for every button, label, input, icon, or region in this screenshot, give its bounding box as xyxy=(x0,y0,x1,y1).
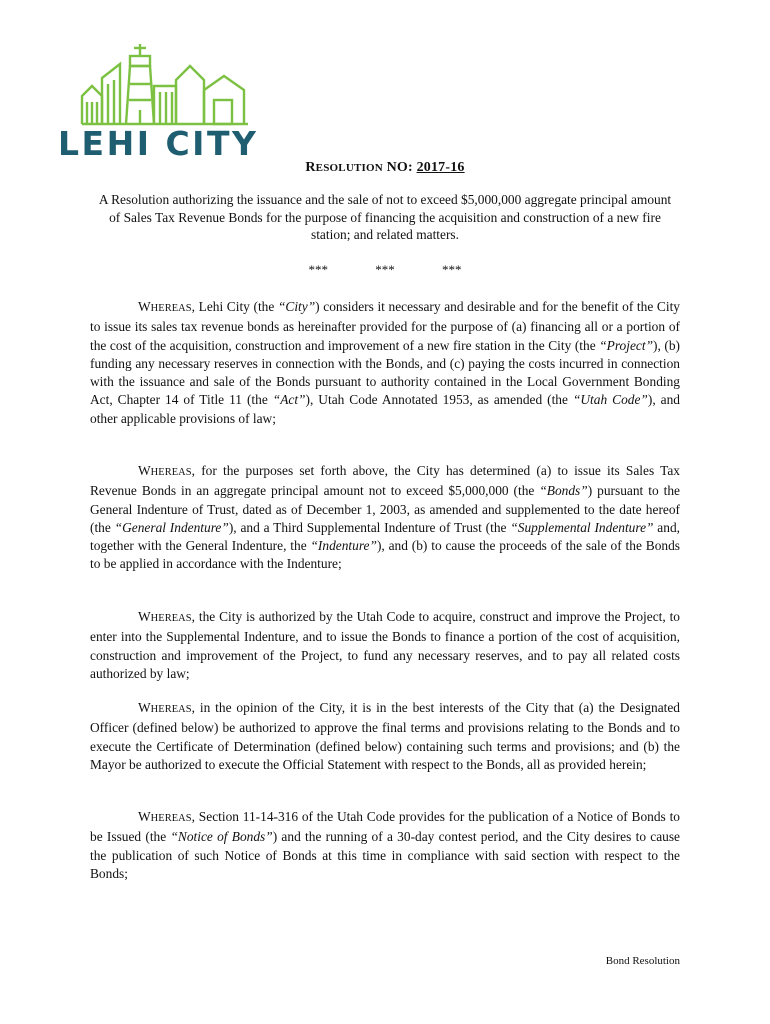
resolution-number: 2017-16 xyxy=(416,160,465,175)
resolution-heading xyxy=(0,160,770,176)
whereas-paragraph-5: WHEREAS, Section 11-14-316 of the Utah Code provides for the publication of a Notice of Bonds to be Issued (the “Notice of Bonds”) and the running of a 30-day contest period, and the City desires to cause the publication of such Notice of Bonds at this time in compliance with said section with respect to the Bonds; xyxy=(90,809,681,881)
whereas-paragraph-4: WHEREAS, in the opinion of the City, it is in the best interests of the City that (a) the Designated Officer (defined below) be authorized to approve the final terms and provisions relating to the Bonds and to execute the Certificate of Determination (defined below) containing such terms and provisions; and (b) the Mayor be authorized to execute the Official Statement with respect to the Bonds, all as provided herein; xyxy=(90,700,680,772)
whereas-paragraph-3: WHEREAS, the City is authorized by the Utah Code to acquire, construct and improve the Project, to enter into the Supplemental Indenture, and to issue the Bonds to finance a portion of the cost of acquisition, construction and improvement of the Project, to fund any necessary reserves, and to pay all related costs authorized by law; xyxy=(90,609,680,681)
heading-no-label: NO: xyxy=(386,160,413,175)
whereas-paragraph-2: WHEREAS, for the purposes set forth above, the City has determined (a) to issue its Sales Tax Revenue Bonds in an aggregate principal amount not to exceed $5,000,000 (the “Bonds”) pursuant to the General Indenture of Trust, dated as of December 1, 2003, as amended and supplemented to the date hereof (the “General Indenture”), and a Third Supplemental Indenture of Trust (the “Supplemental Indenture” and, together with the General Indenture, the “Indenture”), and (b) to cause the proceeds of the sale of the Bonds to be applied in accordance with the Indenture; xyxy=(90,463,680,572)
heading-label-rest: ESOLUTION xyxy=(315,162,383,174)
city-skyline-icon xyxy=(80,40,250,126)
whereas-paragraph-1: WHEREAS, Lehi City (the “City”) considers it necessary and desirable and for the benefit of the City to issue its sales tax revenue bonds as hereinafter provided for the purpose of (a) financing all or a portion of the cost of the acquisition, construction and improvement of a new fire station in the City (the “Project”), (b) funding any necessary reserves in connection with the Bonds, and (c) paying the costs incurred in connection with the issuance and sale of the Bonds pursuant to authority contained in the Local Government Bonding Act, Chapter 14 of Title 11 (the “Act”), Utah Code Annotated 1953, as amended (the “Utah Code”), and other applicable provisions of law; xyxy=(90,299,680,426)
page-footer: Bond Resolution xyxy=(605,955,680,967)
separator-stars: *** *** *** xyxy=(308,262,462,277)
heading-label-first: R xyxy=(305,160,316,175)
lehi-city-logo xyxy=(58,40,259,163)
logo-text: LEHI CITY xyxy=(58,124,259,163)
resolution-title: A Resolution authorizing the issuance and the sale of not to exceed $5,000,000 aggregate principal amount of Sales Tax Revenue Bonds for the purpose of financing the acquisition and construction of a new fire station; and related matters. xyxy=(98,192,672,243)
